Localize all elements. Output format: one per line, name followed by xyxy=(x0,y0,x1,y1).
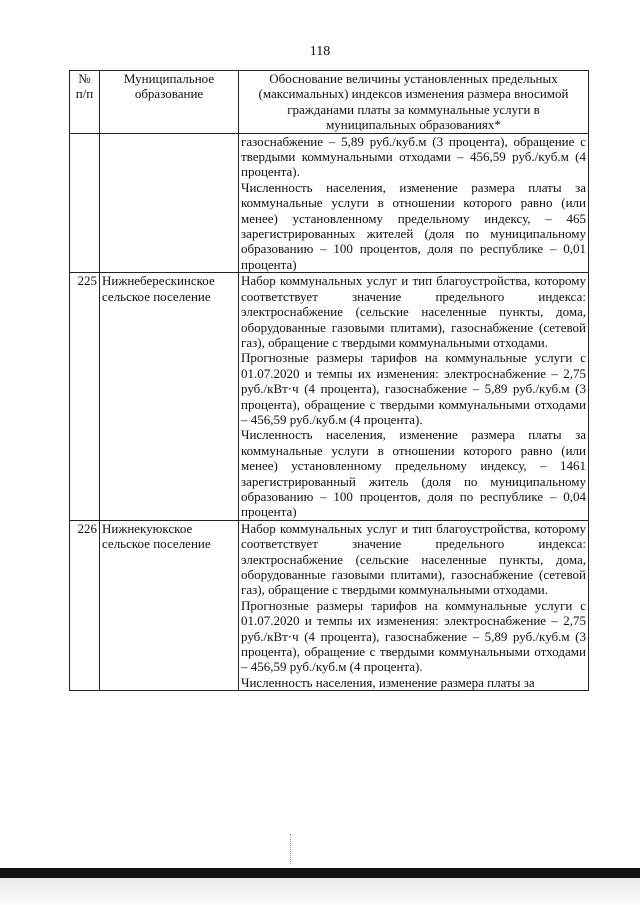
row-municipality: Нижнекуюкское сельское поселение xyxy=(100,520,239,690)
justification-paragraph: газоснабжение – 5,89 руб./куб.м (3 процента), обращение с твердыми коммунальными отходами – 456,59 руб./куб.м (4 процента). xyxy=(241,133,586,180)
row-justification xyxy=(239,273,589,521)
row-number xyxy=(70,133,100,273)
justification-paragraph: Набор коммунальных услуг и тип благоустройства, которому соответствует значение предельного индекса: электроснабжение (сельские населенные пункты, дома, оборудованные газовыми плитами), газоснабжение (сетевой газ), обращение с твердыми коммунальными отходами. xyxy=(241,273,586,350)
header-justification: Обоснование величины установленных предельных (максимальных) индексов изменения размера вносимой гражданами платы за коммунальные услуги в муниципальных образованиях* xyxy=(239,71,589,134)
table-header-row xyxy=(70,71,589,134)
row-justification xyxy=(239,520,589,690)
row-justification xyxy=(239,133,589,273)
table-row xyxy=(70,273,589,521)
scan-artifact xyxy=(290,834,292,864)
table-row xyxy=(70,520,589,690)
scan-bottom-edge xyxy=(0,868,640,878)
justification-paragraph: Прогнозные размеры тарифов на коммунальные услуги с 01.07.2020 и темпы их изменения: электроснабжение – 2,75 руб./кВт·ч (4 процента), газоснабжение – 5,89 руб./куб.м (3 процента), обращение с твердыми коммунальными отходами – 456,59 руб./куб.м (4 процента). xyxy=(241,597,586,675)
table-body xyxy=(70,133,589,691)
header-number: № п/п xyxy=(70,71,100,134)
row-municipality xyxy=(100,133,239,273)
justification-paragraph: Набор коммунальных услуг и тип благоустройства, которому соответствует значение предельного индекса: электроснабжение (сельские населенные пункты, дома, оборудованные газовыми плитами), газоснабжение (сетевой газ), обращение с твердыми коммунальными отходами. xyxy=(241,520,586,598)
justification-paragraph: Численность населения, изменение размера платы за коммунальные услуги в отношении которого равно (или менее) установленному предельному индексу, – 465 зарегистрированных жителей (доля по муниципальному образованию – 100 процентов, доля по республике – 0,01 процента) xyxy=(241,179,586,272)
scan-margin xyxy=(0,878,640,905)
row-municipality: Нижнеберескинское сельское поселение xyxy=(100,273,239,521)
header-municipality: Муниципальное образование xyxy=(100,71,239,134)
justification-paragraph: Численность населения, изменение размера платы за xyxy=(241,674,535,690)
justification-paragraph: Численность населения, изменение размера платы за коммунальные услуги в отношении которого равно (или менее) установленному предельному индексу, – 1461 зарегистрированный житель (доля по муниципальному образованию – 100 процентов, доля по республике – 0,04 процента) xyxy=(241,427,586,520)
table-row xyxy=(70,133,589,273)
row-number: 225 xyxy=(70,273,100,521)
justification-paragraph: Прогнозные размеры тарифов на коммунальные услуги с 01.07.2020 и темпы их изменения: электроснабжение – 2,75 руб./кВт·ч (4 процента), газоснабжение – 5,89 руб./куб.м (3 процента), обращение с твердыми коммунальными отходами – 456,59 руб./куб.м (4 процента). xyxy=(241,350,586,427)
row-number: 226 xyxy=(70,520,100,690)
page-number: 118 xyxy=(309,44,331,59)
municipal-index-table xyxy=(69,70,589,691)
